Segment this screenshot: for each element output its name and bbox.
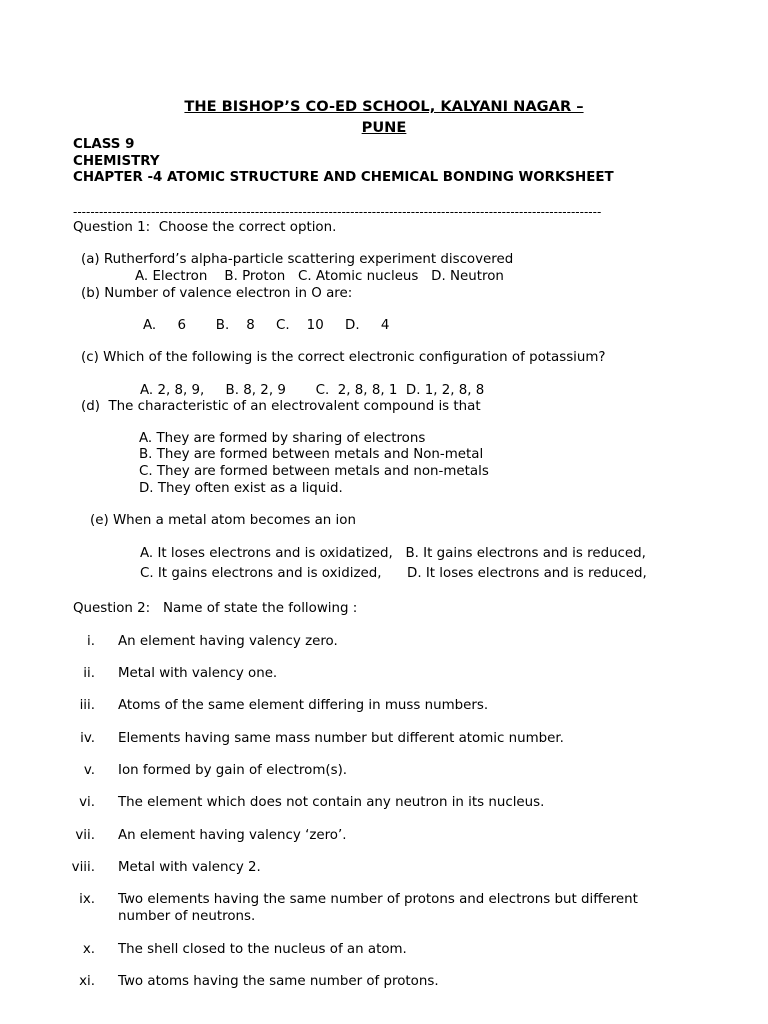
divider-line: --------------------------------------------------------------------------------------------------------------------------	[73, 205, 602, 219]
q1e-options-line2: C. It gains electrons and is oxidized, D. It loses electrons and is reduced,	[140, 566, 647, 581]
q2-item-number: x.	[82, 942, 95, 957]
q2-item-text: Atoms of the same element differing in muss numbers.	[118, 698, 489, 713]
q2-item-text: Ion formed by gain of electrom(s).	[118, 763, 348, 778]
q2-item-number: iii.	[79, 698, 95, 713]
class-label: CLASS 9	[73, 137, 135, 152]
q1d-stem: (d) The characteristic of an electrovalent compound is that	[81, 399, 481, 414]
q1c-options: A. 2, 8, 9, B. 8, 2, 9 C. 2, 8, 8, 1 D. 1, 2, 8, 8	[140, 383, 485, 398]
q1c-stem: (c) Which of the following is the correct electronic configuration of potassium?	[81, 350, 606, 365]
q2-item-text: Elements having same mass number but different atomic number.	[118, 731, 564, 746]
q2-item-text: Metal with valency 2.	[118, 860, 261, 875]
q2-item-text: An element having valency zero.	[118, 634, 338, 649]
q2-item-number: ix.	[79, 892, 95, 907]
q2-item-text-continued: number of neutrons.	[118, 909, 256, 924]
q2-item-text: Two atoms having the same number of protons.	[118, 974, 439, 989]
question2-heading: Question 2: Name of state the following :	[73, 601, 358, 616]
school-name-line1: THE BISHOP’S CO-ED SCHOOL, KALYANI NAGAR –	[184, 98, 584, 115]
q2-item-text: Two elements having the same number of protons and electrons but different	[118, 892, 638, 907]
q1d-option-d: D. They often exist as a liquid.	[139, 481, 343, 496]
q1b-options: A. 6 B. 8 C. 10 D. 4	[143, 318, 390, 333]
chapter-title: CHAPTER -4 ATOMIC STRUCTURE AND CHEMICAL BONDING WORKSHEET	[73, 170, 614, 185]
q2-item-number: iv.	[80, 731, 95, 746]
q1d-option-a: A. They are formed by sharing of electrons	[139, 431, 426, 446]
q2-item-number: vi.	[79, 795, 95, 810]
q2-item-text: The shell closed to the nucleus of an atom.	[118, 942, 407, 957]
subject-label: CHEMISTRY	[73, 154, 160, 169]
q2-item-number: v.	[83, 763, 95, 778]
q1e-options-line1: A. It loses electrons and is oxidatized, B. It gains electrons and is reduced,	[140, 546, 646, 561]
q2-item-number: xi.	[79, 974, 95, 989]
q1d-option-b: B. They are formed between metals and Non-metal	[139, 447, 484, 462]
q2-item-text: Metal with valency one.	[118, 666, 278, 681]
school-name-line2: PUNE	[361, 119, 407, 136]
q1e-stem: (e) When a metal atom becomes an ion	[90, 513, 356, 528]
q1d-option-c: C. They are formed between metals and non-metals	[139, 464, 489, 479]
q2-item-number: vii.	[75, 828, 95, 843]
q1a-options: A. Electron B. Proton C. Atomic nucleus D. Neutron	[135, 269, 504, 284]
q2-item-number: i.	[87, 634, 95, 649]
q1a-stem: (a) Rutherford’s alpha-particle scattering experiment discovered	[81, 252, 514, 267]
q2-item-number: viii.	[71, 860, 95, 875]
q2-item-text: The element which does not contain any neutron in its nucleus.	[118, 795, 545, 810]
q2-item-text: An element having valency ‘zero’.	[118, 828, 347, 843]
q1b-stem: (b) Number of valence electron in O are:	[81, 286, 353, 301]
question1-heading: Question 1: Choose the correct option.	[73, 220, 337, 235]
q2-item-number: ii.	[83, 666, 95, 681]
